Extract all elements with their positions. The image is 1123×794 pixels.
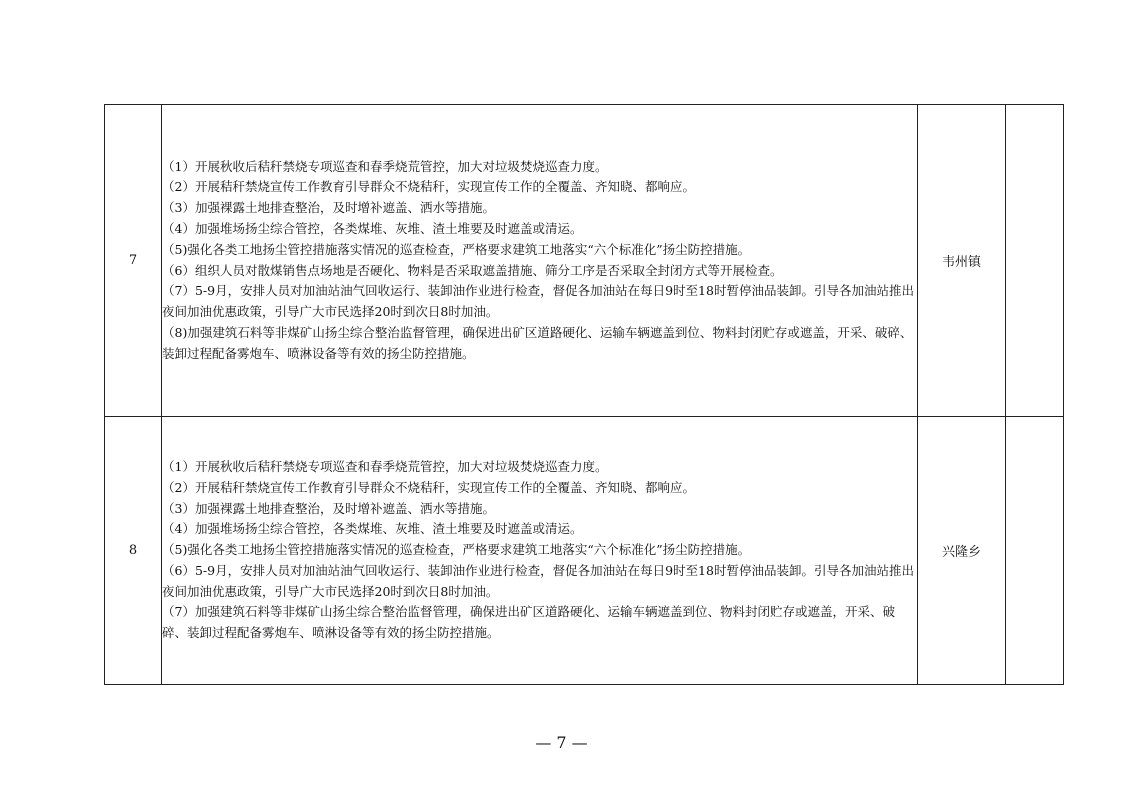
town-cell: 兴隆乡	[918, 417, 1006, 685]
row-number-cell: 7	[105, 105, 162, 417]
measure-item: （7）5-9月，安排人员对加油站油气回收运行、装卸油作业进行检查，督促各加油站在每日9时至18时暂停油品装卸。引导各加油站推出夜间加油优惠政策，引导广大市民选择20时到次日8时加油。	[162, 283, 914, 320]
row-number-cell: 8	[105, 417, 162, 685]
table-row	[105, 105, 1064, 417]
measures-cell	[162, 105, 918, 417]
page-number: — 7 —	[535, 733, 588, 752]
measure-item: （1）开展秋收后秸秆禁烧专项巡查和春季烧荒管控，加大对垃圾焚烧巡查力度。	[162, 158, 608, 174]
table-row	[105, 417, 1064, 685]
measure-item: （5)强化各类工地扬尘管控措施落实情况的巡查检查，严格要求建筑工地落实“六个标准化”扬尘防控措施。	[162, 542, 751, 558]
measure-item: （7）加强建筑石料等非煤矿山扬尘综合整治监督管理，确保进出矿区道路硬化、运输车辆遮盖到位、物料封闭贮存或遮盖，开采、破碎、装卸过程配备雾炮车、喷淋设备等有效的扬尘防控措施。	[162, 604, 895, 641]
town-cell: 韦州镇	[918, 105, 1006, 417]
measure-item: （1）开展秋收后秸秆禁烧专项巡查和春季烧荒管控，加大对垃圾焚烧巡查力度。	[162, 458, 608, 474]
measure-item: （2）开展秸秆禁烧宣传工作教育引导群众不烧秸秆，实现宣传工作的全覆盖、齐知晓、都响应。	[162, 479, 695, 495]
empty-cell	[1006, 417, 1064, 685]
measures-table	[104, 104, 1064, 685]
measure-item: （5)强化各类工地扬尘管控措施落实情况的巡查检查，严格要求建筑工地落实“六个标准化”扬尘防控措施。	[162, 241, 751, 257]
measure-item: （4）加强堆场扬尘综合管控，各类煤堆、灰堆、渣土堆要及时遮盖或清运。	[162, 220, 583, 236]
measure-item: （8)加强建筑石料等非煤矿山扬尘综合整治监督管理，确保进出矿区道路硬化、运输车辆遮盖到位、物料封闭贮存或遮盖，开采、破碎、装卸过程配备雾炮车、喷淋设备等有效的扬尘防控措施。	[162, 324, 913, 361]
measure-item: （3）加强裸露土地排查整治，及时增补遮盖、洒水等措施。	[162, 500, 495, 516]
measure-item: （4）加强堆场扬尘综合管控，各类煤堆、灰堆、渣土堆要及时遮盖或清运。	[162, 521, 583, 537]
measure-item: （2）开展秸秆禁烧宣传工作教育引导群众不烧秸秆，实现宣传工作的全覆盖、齐知晓、都响应。	[162, 179, 695, 195]
empty-cell	[1006, 105, 1064, 417]
measure-item: （6）组织人员对散煤销售点场地是否硬化、物料是否采取遮盖措施、筛分工序是否采取全封闭方式等开展检查。	[162, 262, 783, 278]
measures-cell	[162, 417, 918, 685]
measure-item: （6）5-9月，安排人员对加油站油气回收运行、装卸油作业进行检查，督促各加油站在每日9时至18时暂停油品装卸。引导各加油站推出夜间加油优惠政策，引导广大市民选择20时到次日8时加油。	[162, 562, 914, 599]
measure-item: （3）加强裸露土地排查整治，及时增补遮盖、洒水等措施。	[162, 200, 495, 216]
